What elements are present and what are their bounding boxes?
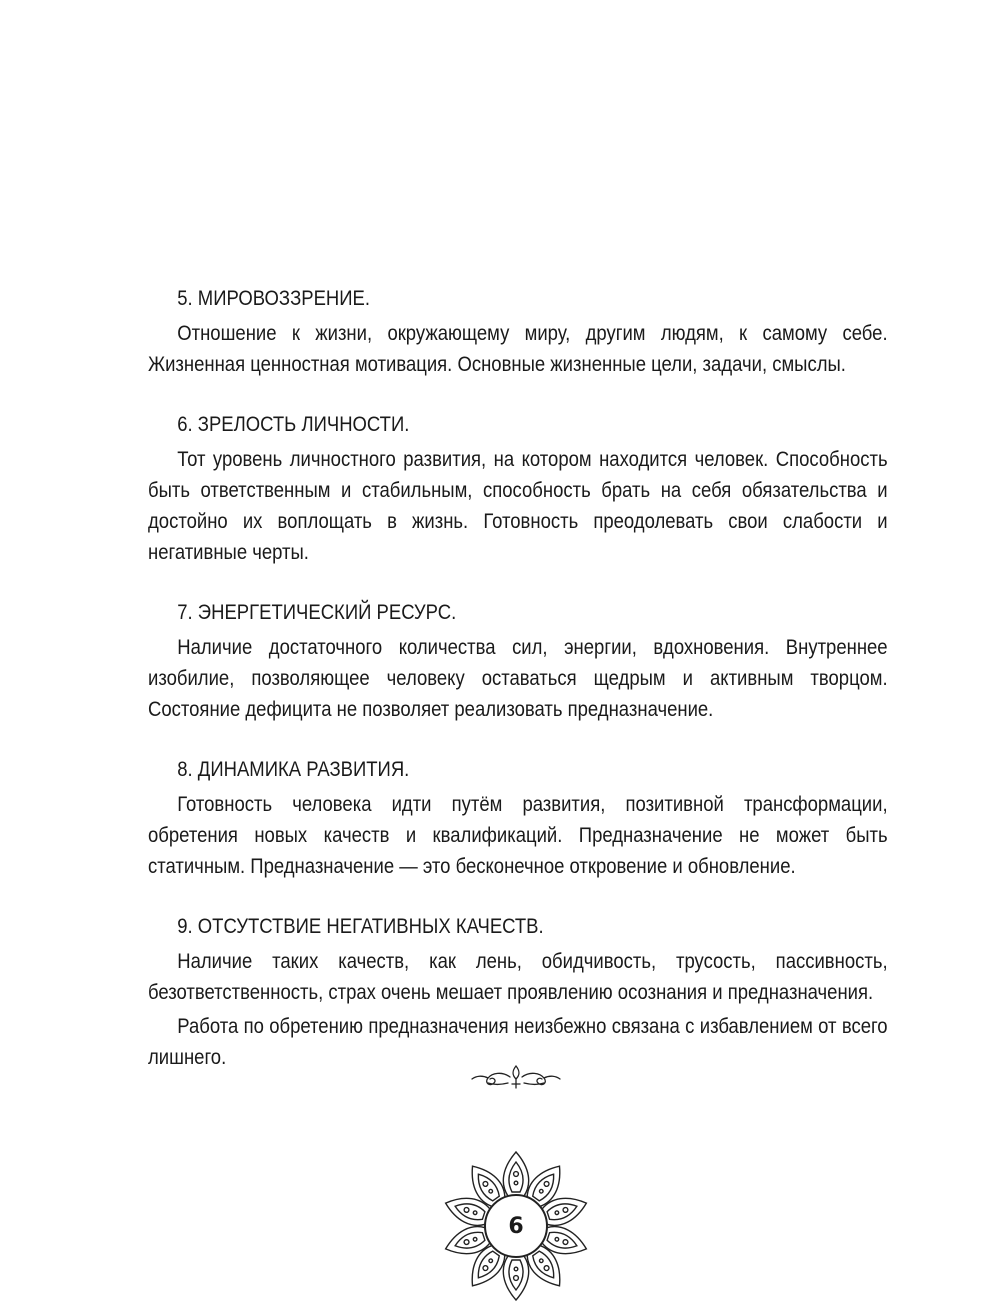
section-paragraph: Наличие таких качеств, как лень, обидчивость, трусость, пассивность, безответственность, страх очень мешает проявлению осознания и предназначения. (148, 949, 888, 1004)
section-heading: 6. ЗРЕЛОСТЬ ЛИЧНОСТИ. (177, 412, 410, 436)
section-energy (148, 597, 888, 725)
section-negative-qualities (148, 911, 888, 1073)
section-heading: 8. ДИНАМИКА РАЗВИТИЯ. (177, 757, 410, 781)
page-content (148, 283, 888, 1102)
section-paragraph: Отношение к жизни, окружающему миру, другим людям, к самому себе. Жизненная ценностная мотивация. Основные жизненные цели, задачи, смыслы. (148, 321, 888, 376)
section-dynamics (148, 754, 888, 882)
section-paragraph: Наличие достаточного количества сил, энергии, вдохновения. Внутреннее изобилие, позволяющее человеку оставаться щедрым и активным творцом. Состояние дефицита не позволяет реализовать предназначение. (148, 635, 888, 721)
section-paragraph: Тот уровень личностного развития, на котором находится человек. Способность быть ответственным и стабильным, способность брать на себя обязательства и достойно их воплощать в жизнь. Готовность преодолевать свои слабости и негативные черты. (148, 447, 888, 564)
section-paragraph: Готовность человека идти путём развития, позитивной трансформации, обретения новых качеств и квалификаций. Предназначение не может быть статичным. Предназначение — это бесконечное откровение и обновление. (148, 792, 888, 878)
flourish-divider-icon (468, 1063, 564, 1091)
section-heading: 9. ОТСУТСТВИЕ НЕГАТИВНЫХ КАЧЕСТВ. (177, 914, 544, 938)
section-paragraph: Работа по обретению предназначения неизбежно связана с избавлением от всего лишнего. (148, 1014, 888, 1069)
page-number: 6 (508, 1213, 524, 1239)
section-heading: 7. ЭНЕРГЕТИЧЕСКИЙ РЕСУРС. (177, 600, 457, 624)
section-worldview (148, 283, 888, 380)
section-maturity (148, 409, 888, 568)
section-heading: 5. МИРОВОЗЗРЕНИЕ. (177, 286, 371, 310)
